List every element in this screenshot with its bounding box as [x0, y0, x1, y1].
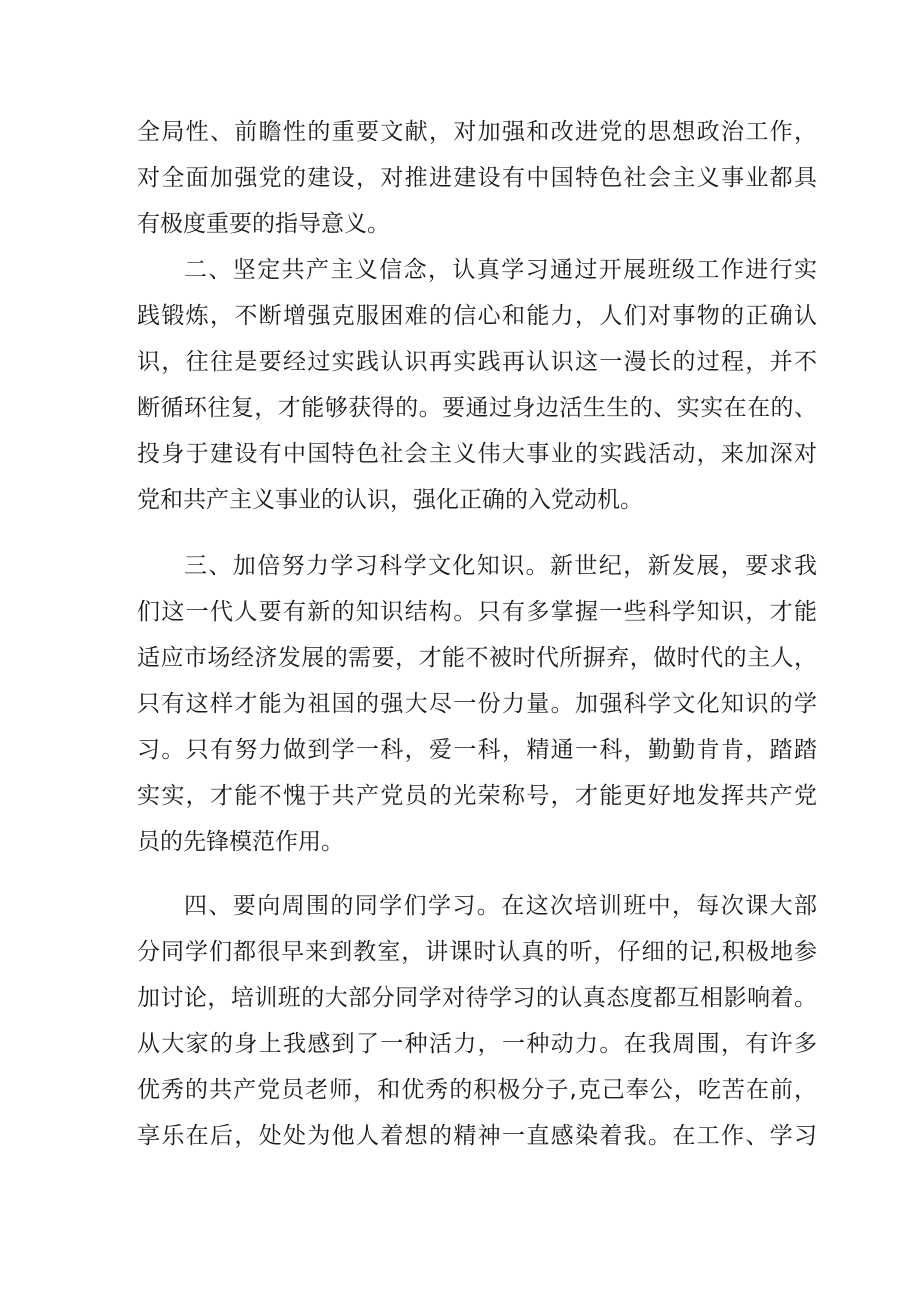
text-line: 适应市场经济发展的需要，才能不被时代所摒弃，做时代的主人，: [137, 645, 817, 671]
text-line: 享乐在后，处处为他人着想的精神一直感染着我。在工作、学习: [137, 1123, 817, 1149]
text-line: 有极度重要的指导意义。: [137, 211, 390, 237]
text-line: 习。只有努力做到学一科，爱一科，精通一科，勤勤肯肯，踏踏: [137, 737, 817, 763]
paragraph-heading-line: 三、加倍努力学习科学文化知识。新世纪，新发展，要求我: [184, 553, 817, 579]
text-line: 只有这样才能为祖国的强大尽一份力量。加强科学文化知识的学: [137, 691, 817, 717]
text-line: 加讨论，培训班的大部分同学对待学习的认真态度都互相影响着。: [137, 985, 817, 1011]
text-line: 全局性、前瞻性的重要文献，对加强和改进党的思想政治工作，: [137, 119, 817, 145]
text-line: 践锻炼，不断增强克服困难的信心和能力，人们对事物的正确认: [137, 303, 817, 329]
paragraph-heading-line: 四、要向周围的同学们学习。在这次培训班中，每次课大部: [184, 893, 817, 919]
text-line: 实实，才能不愧于共产党员的光荣称号，才能更好地发挥共产党: [137, 783, 817, 809]
text-line: 优秀的共产党员老师，和优秀的积极分子,克己奉公，吃苦在前，: [137, 1077, 817, 1103]
text-line: 们这一代人要有新的知识结构。只有多掌握一些科学知识，才能: [137, 599, 817, 625]
text-line: 党和共产主义事业的认识，强化正确的入党动机。: [137, 487, 643, 513]
text-line: 员的先锋模范作用。: [137, 829, 344, 855]
text-line: 分同学们都很早来到教室，讲课时认真的听，仔细的记,积极地参: [137, 939, 817, 965]
text-line: 从大家的身上我感到了一种活力，一种动力。在我周围，有许多: [137, 1031, 817, 1057]
text-line: 识，往往是要经过实践认识再实践再认识这一漫长的过程，并不: [137, 349, 817, 375]
text-line: 断循环往复，才能够获得的。要通过身边活生生的、实实在在的、: [137, 395, 817, 421]
text-line: 投身于建设有中国特色社会主义伟大事业的实践活动，来加深对: [137, 441, 817, 467]
text-line: 对全面加强党的建设，对推进建设有中国特色社会主义事业都具: [137, 165, 817, 191]
paragraph-heading-line: 二、坚定共产主义信念，认真学习通过开展班级工作进行实: [184, 257, 817, 283]
